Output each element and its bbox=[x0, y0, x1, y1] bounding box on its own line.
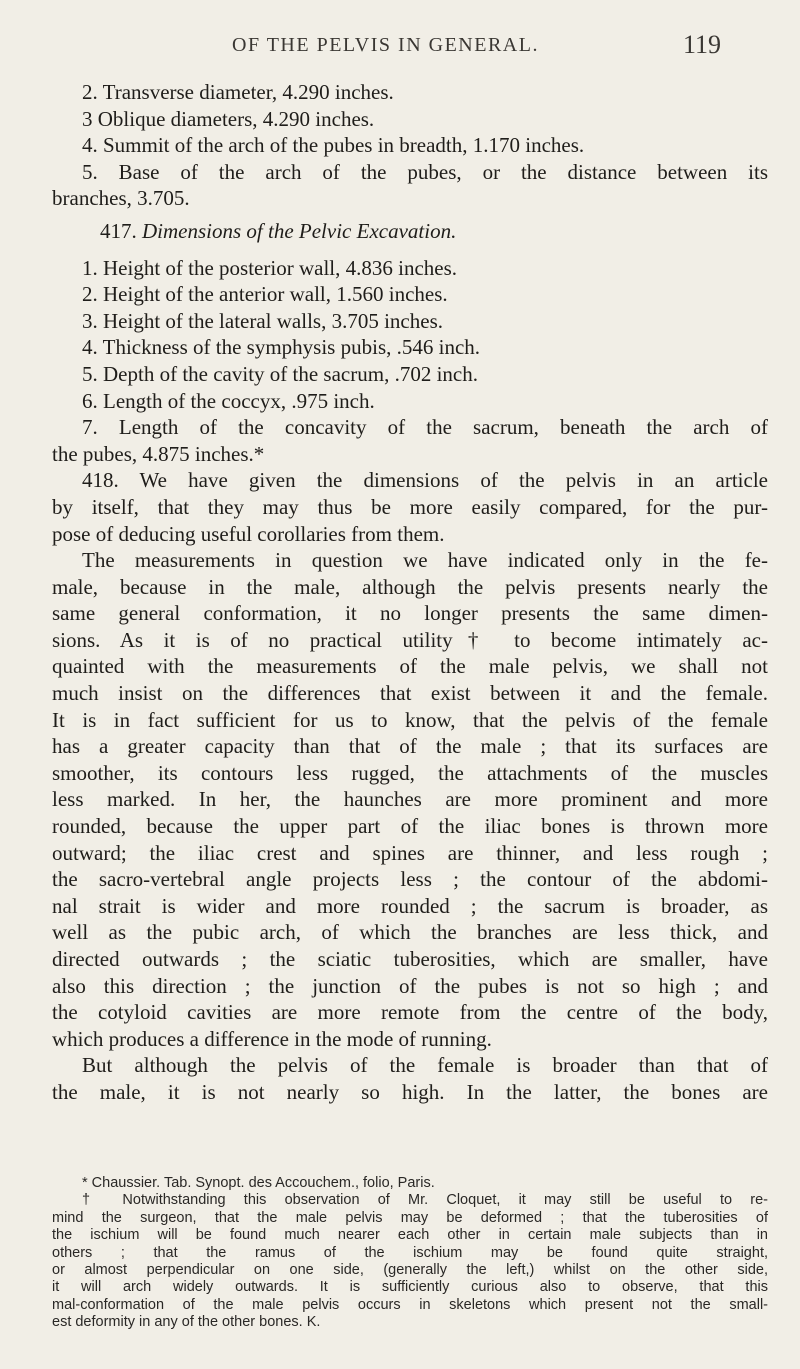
footnote-line: * Chaussier. Tab. Synopt. des Accouchem., folio, Paris. bbox=[82, 1175, 435, 1191]
text-line: male, because in the male, although the pelvis presents nearly the bbox=[52, 574, 768, 599]
text-line: the male, it is not nearly so high. In the latter, the bones are bbox=[52, 1079, 768, 1104]
text-line: It is in fact sufficient for us to know, that the pelvis of the female bbox=[52, 707, 768, 732]
text-line: 1. Height of the posterior wall, 4.836 inches. bbox=[82, 255, 458, 280]
text-line: less marked. In her, the haunches are more prominent and more bbox=[52, 787, 768, 812]
text-line: pose of deducing useful corollaries from them. bbox=[52, 521, 445, 546]
footnote-line: mind the surgeon, that the male pelvis may be deformed ; that the tuberosities of bbox=[52, 1209, 768, 1226]
footnote-line: † Notwithstanding this observation of Mr. Cloquet, it may still be useful to re- bbox=[82, 1192, 768, 1209]
text-line: 3 Oblique diameters, 4.290 inches. bbox=[82, 106, 375, 131]
text-line: the cotyloid cavities are more remote from the centre of the body, bbox=[52, 1000, 768, 1025]
text-line: outward; the iliac crest and spines are thinner, and less rough ; bbox=[52, 840, 768, 865]
footnote-line: mal-conformation of the male pelvis occurs in skeletons which present not the small- bbox=[52, 1296, 768, 1313]
text-line: directed outwards ; the sciatic tuberosities, which are smaller, have bbox=[52, 947, 768, 971]
text-line: 3. Height of the lateral walls, 3.705 inches. bbox=[82, 308, 443, 333]
text-line: 418. We have given the dimensions of the pelvis in an article bbox=[82, 468, 768, 493]
text-line: 5. Base of the arch of the pubes, or the distance between its bbox=[82, 159, 768, 184]
text-line: much insist on the differences that exist between it and the female. bbox=[52, 681, 768, 706]
section-title: Dimensions of the Pelvic Excavation. bbox=[142, 218, 457, 243]
text-line: quainted with the measurements of the male pelvis, we shall not bbox=[52, 654, 768, 679]
text-line: 2. Height of the anterior wall, 1.560 inches. bbox=[82, 282, 448, 307]
section-heading-417 bbox=[52, 218, 768, 245]
footnote-line: others ; that the ramus of the ischium may be found quite straight, bbox=[52, 1244, 768, 1261]
text-line: 7. Length of the concavity of the sacrum, beneath the arch of bbox=[82, 415, 768, 440]
text-line: which produces a difference in the mode of running. bbox=[52, 1026, 492, 1051]
running-head bbox=[0, 32, 800, 62]
running-head-title: OF THE PELVIS IN GENERAL. bbox=[232, 34, 539, 56]
text-line: same general conformation, it no longer presents the same dimen- bbox=[52, 601, 768, 626]
text-line: The measurements in question we have indicated only in the fe- bbox=[82, 548, 768, 573]
text-line: sions. As it is of no practical utility† to become intimately ac- bbox=[52, 627, 768, 652]
text-line: has a greater capacity than that of the male ; that its surfaces are bbox=[52, 734, 768, 759]
footnote-line: it will arch widely outwards. It is sufficiently curious also to observe, that this bbox=[52, 1279, 768, 1296]
footnotes bbox=[52, 1175, 768, 1332]
text-line: 4. Summit of the arch of the pubes in breadth, 1.170 inches. bbox=[82, 133, 585, 158]
text-line: 5. Depth of the cavity of the sacrum, .702 inch. bbox=[82, 361, 478, 386]
footnote-line: or almost perpendicular on one side, (generally the left,) whilst on the other side, bbox=[52, 1262, 768, 1279]
text-line: the sacro-vertebral angle projects less ; the contour of the abdomi- bbox=[52, 867, 768, 892]
text-line: But although the pelvis of the female is broader than that of bbox=[82, 1053, 768, 1078]
page-number: 119 bbox=[683, 30, 722, 59]
text-line: 4. Thickness of the symphysis pubis, .546 inch. bbox=[82, 335, 481, 360]
footnote-line: the ischium will be found much nearer each other in certain male subjects than in bbox=[52, 1227, 768, 1244]
text-line: also this direction ; the junction of the pubes is not so high ; and bbox=[52, 973, 768, 998]
text-line: 2. Transverse diameter, 4.290 inches. bbox=[82, 80, 394, 104]
section-number: 417. bbox=[100, 218, 137, 243]
footnote-line: est deformity in any of the other bones. K. bbox=[52, 1314, 321, 1331]
text-line: rounded, because the upper part of the iliac bones is thrown more bbox=[52, 814, 768, 839]
text-line: 6. Length of the coccyx, .975 inch. bbox=[82, 388, 375, 413]
text-line: nal strait is wider and more rounded ; the sacrum is broader, as bbox=[52, 893, 768, 918]
text-line: well as the pubic arch, of which the branches are less thick, and bbox=[52, 920, 768, 945]
text-line: smoother, its contours less rugged, the attachments of the muscles bbox=[52, 760, 768, 785]
text-line: by itself, that they may thus be more easily compared, for the pur- bbox=[52, 494, 768, 519]
text-line: branches, 3.705. bbox=[52, 186, 190, 211]
text-line: the pubes, 4.875 inches.* bbox=[52, 441, 265, 466]
page-body bbox=[52, 79, 768, 1106]
